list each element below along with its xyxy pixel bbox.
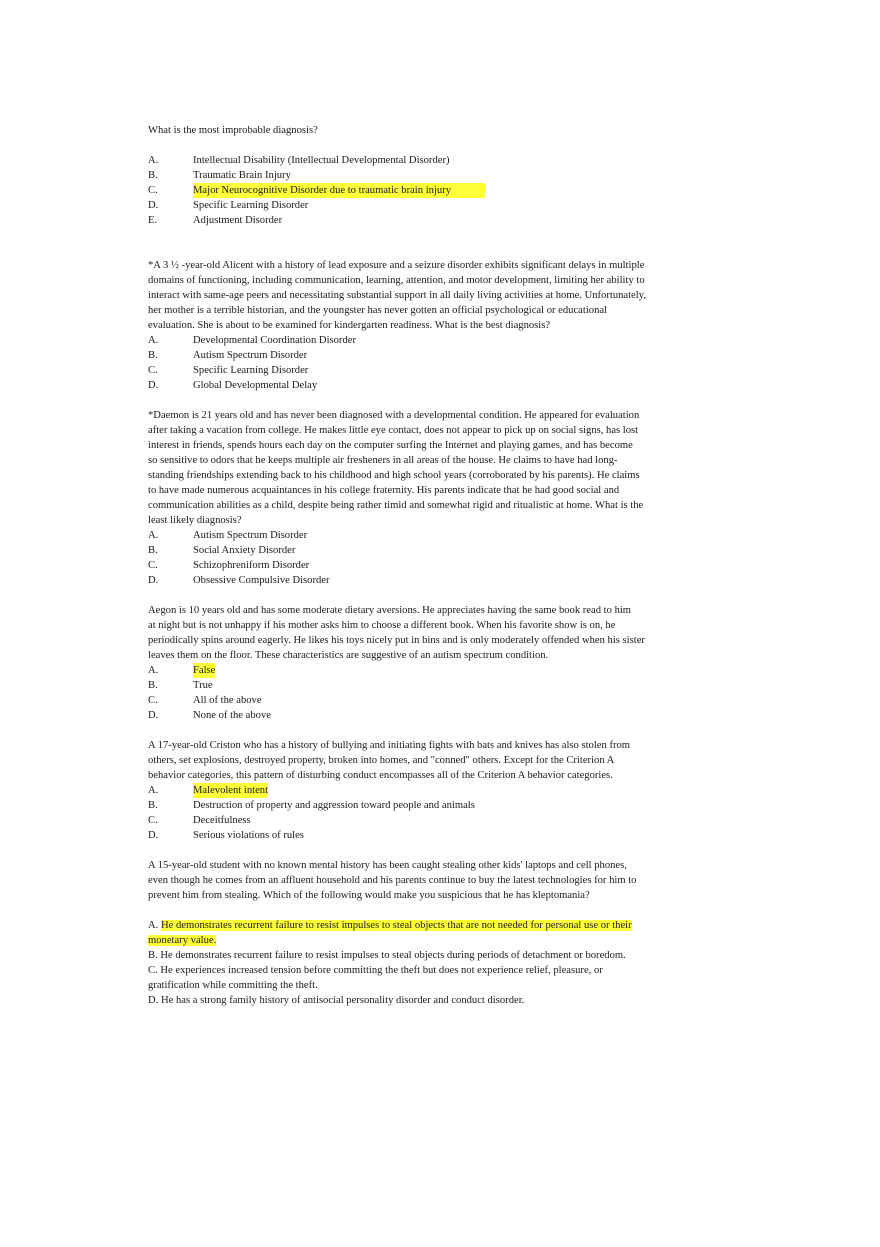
q1-stem: What is the most improbable diagnosis? xyxy=(148,125,318,136)
highlighted-answer: Malevolent intent xyxy=(193,785,269,796)
option-text: Obsessive Compulsive Disorder xyxy=(193,575,330,586)
q2-option-a xyxy=(148,333,678,348)
option-text: Adjustment Disorder xyxy=(193,215,283,226)
q3-option-d xyxy=(148,573,678,588)
stem-line: *Daemon is 21 years old and has never been diagnosed with a developmental condition. He appeared for evaluation xyxy=(148,410,640,421)
stem-line: at night but is not unhappy if his mother asks him to choose a different book. When his favorite show is on, he xyxy=(148,620,616,631)
option-letter: D. xyxy=(148,830,159,841)
stem-line: others, set explosions, destroyed property, broken into homes, and "conned" others. Except for the Criterion A xyxy=(148,755,615,766)
highlighted-answer: He demonstrates recurrent failure to resist impulses to steal objects that are not needed for personal use or their xyxy=(160,920,632,931)
q6-stem xyxy=(148,858,678,903)
option-letter: B. xyxy=(148,545,158,556)
stem-line: to have made numerous acquaintances in his college fraternity. His parents indicate that he had good social and xyxy=(148,485,620,496)
q4-option-c xyxy=(148,693,678,708)
option-text: Global Developmental Delay xyxy=(193,380,318,391)
option-letter: D. xyxy=(148,380,159,391)
stem-line: least likely diagnosis? xyxy=(148,515,242,526)
stem-line: her mother is a terrible historian, and the youngster has never gotten an official psychological or educational xyxy=(148,305,608,316)
option-letter: D. xyxy=(148,200,159,211)
option-letter: B. xyxy=(148,350,158,361)
option-text: Destruction of property and aggression toward people and animals xyxy=(193,800,475,811)
highlighted-answer: Major Neurocognitive Disorder due to traumatic brain injury xyxy=(193,183,485,198)
option-text: Specific Learning Disorder xyxy=(193,200,309,211)
option-text: Social Anxiety Disorder xyxy=(193,545,296,556)
option-text: Intellectual Disability (Intellectual Developmental Disorder) xyxy=(193,155,450,166)
option-letter: C. xyxy=(148,695,158,706)
stem-line: after taking a vacation from college. He makes little eye contact, does not appear to pick up on social signs, has lost xyxy=(148,425,639,436)
stem-line: behavior categories, this pattern of disturbing conduct encompasses all of the Criterion A behavior categories. xyxy=(148,770,613,781)
q1-option-c xyxy=(148,183,678,198)
stem-line: Aegon is 10 years old and has some moderate dietary aversions. He appreciates having the same book read to him xyxy=(148,605,632,616)
stem-line: interact with same-age peers and necessitating substantial support in all daily living activities at home. Unfortunately, xyxy=(148,290,646,301)
q2-stem xyxy=(148,258,678,333)
q1-option-a xyxy=(148,153,678,168)
q2-option-b xyxy=(148,348,678,363)
q5-option-d xyxy=(148,828,678,843)
option-text: Autism Spectrum Disorder xyxy=(193,350,308,361)
q5-option-b xyxy=(148,798,678,813)
option-letter: C. xyxy=(148,185,158,196)
q3-option-c xyxy=(148,558,678,573)
stem-line: *A 3 ½ -year-old Alicent with a history of lead exposure and a seizure disorder exhibits significant delays in multiple xyxy=(148,260,645,271)
option-letter: B. xyxy=(148,170,158,181)
q3-stem xyxy=(148,408,678,528)
option-letter: A. xyxy=(148,155,159,166)
highlighted-answer: monetary value. xyxy=(148,935,217,946)
q1-option-e xyxy=(148,213,678,228)
option-text: Developmental Coordination Disorder xyxy=(193,335,356,346)
stem-line: standing friendships extending back to his childhood and high school years (corroborated by his parents). He claims xyxy=(148,470,640,481)
option-letter: A. xyxy=(148,530,159,541)
q6-answer-a-cont xyxy=(148,933,678,948)
q1-option-d xyxy=(148,198,678,213)
option-letter: D. xyxy=(148,575,159,586)
option-text: Specific Learning Disorder xyxy=(193,365,309,376)
option-text: Deceitfulness xyxy=(193,815,251,826)
stem-line: evaluation. She is about to be examined for kindergarten readiness. What is the best diagnosis? xyxy=(148,320,551,331)
option-text: Schizophreniform Disorder xyxy=(193,560,310,571)
q6-answer-d: D. He has a strong family history of antisocial personality disorder and conduct disorder. xyxy=(148,995,525,1006)
q4-option-b xyxy=(148,678,678,693)
stem-line: even though he comes from an affluent household and his parents continue to buy the latest technologies for him to xyxy=(148,875,637,886)
stem-line: so sensitive to odors that he keeps multiple air fresheners in all areas of the house. He claims to have had long- xyxy=(148,455,618,466)
stem-line: communication abilities as a child, despite being rather timid and somewhat rigid and ritualistic at home. What is the xyxy=(148,500,644,511)
option-letter: B. xyxy=(148,680,158,691)
q4-option-d xyxy=(148,708,678,723)
option-letter: C. xyxy=(148,560,158,571)
option-letter: D. xyxy=(148,710,159,721)
stem-line: prevent him from stealing. Which of the following would make you suspicious that he has kleptomania? xyxy=(148,890,590,901)
stem-line: periodically spins around eagerly. He likes his toys nicely put in bins and is only moderately offended when his sister xyxy=(148,635,645,646)
stem-line: leaves them on the floor. These characteristics are suggestive of an autism spectrum condition. xyxy=(148,650,549,661)
stem-line: domains of functioning, including communication, learning, attention, and motor development, limiting her ability to xyxy=(148,275,645,286)
q4-stem xyxy=(148,603,678,663)
option-letter: B. xyxy=(148,800,158,811)
q5-stem xyxy=(148,738,678,783)
q5-option-a xyxy=(148,783,678,798)
option-letter: C. xyxy=(148,815,158,826)
option-letter: A. xyxy=(148,920,159,931)
q6-answer-a xyxy=(148,918,723,933)
stem-line: interest in friends, spends hours each day on the computer surfing the Internet and playing games, and has become xyxy=(148,440,633,451)
q6-answer-c: C. He experiences increased tension before committing the theft but does not experience relief, pleasure, or xyxy=(148,965,603,976)
option-letter: E. xyxy=(148,215,158,226)
document-content xyxy=(148,123,678,1008)
q2-option-d xyxy=(148,378,678,393)
option-letter: C. xyxy=(148,365,158,376)
option-text: Traumatic Brain Injury xyxy=(193,170,291,181)
option-text: Serious violations of rules xyxy=(193,830,304,841)
option-text: True xyxy=(193,680,213,691)
stem-line: A 17-year-old Criston who has a history of bullying and initiating fights with bats and knives has also stolen from xyxy=(148,740,631,751)
q3-option-b xyxy=(148,543,678,558)
q5-option-c xyxy=(148,813,678,828)
q6-answer-b: B. He demonstrates recurrent failure to resist impulses to steal objects during periods of detachment or boredom. xyxy=(148,950,626,961)
option-letter: A. xyxy=(148,335,159,346)
q4-option-a xyxy=(148,663,678,678)
stem-line: A 15-year-old student with no known mental history has been caught stealing other kids' laptops and cell phones, xyxy=(148,860,627,871)
option-text: None of the above xyxy=(193,710,271,721)
q3-option-a xyxy=(148,528,678,543)
q6-answer-c-cont: gratification while committing the theft. xyxy=(148,980,318,991)
highlighted-answer: False xyxy=(193,665,216,676)
option-text: All of the above xyxy=(193,695,262,706)
q2-option-c xyxy=(148,363,678,378)
option-text: Autism Spectrum Disorder xyxy=(193,530,308,541)
option-letter: A. xyxy=(148,785,159,796)
q1-option-b xyxy=(148,168,678,183)
option-letter: A. xyxy=(148,665,159,676)
